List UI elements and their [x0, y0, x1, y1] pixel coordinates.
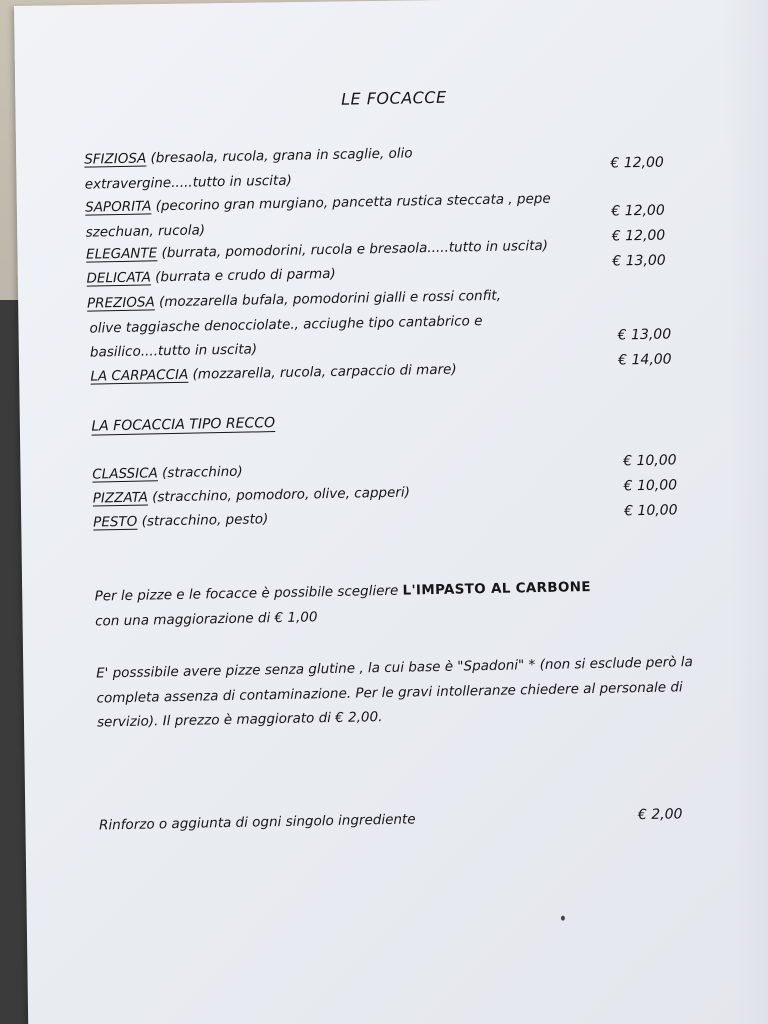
menu-sheet	[14, 0, 768, 1024]
note-text: Per le pizze e le focacce è possibile scegliere	[94, 582, 403, 605]
item-price: € 10,00	[623, 477, 678, 495]
item-name: PESTO	[93, 513, 138, 531]
menu-item-la-carpaccia	[90, 361, 457, 385]
carbone-note-line2: con una maggiorazione di € 1,00	[94, 609, 318, 630]
menu-item-pizzata	[93, 486, 410, 506]
item-name: DELICATA	[86, 269, 152, 287]
item-desc-continued: olive taggiasche denocciolate., acciughe tipo cantabrico e	[89, 313, 483, 337]
item-desc-continued: extravergine.....tutto in uscita)	[84, 172, 292, 193]
item-name: SFIZIOSA	[84, 150, 147, 168]
extra-ingredient-price: € 2,00	[637, 806, 683, 824]
item-desc: (bresaola, rucola, grana in scaglie, olio	[146, 145, 413, 167]
menu-item-elegante	[85, 237, 549, 263]
menu-item-saporita	[85, 190, 551, 216]
menu-content	[11, 0, 768, 1024]
item-desc: (stracchino, pesto)	[137, 511, 269, 530]
carbone-note-line1	[94, 579, 590, 605]
paper-speck	[561, 916, 565, 921]
item-desc: (pecorino gran murgiano, pancetta rustica steccata , pepe	[151, 190, 551, 215]
extra-ingredient-label: Rinforzo o aggiunta di ogni singolo ingrediente	[98, 811, 416, 834]
section-heading-recco: LA FOCACCIA TIPO RECCO	[91, 415, 276, 435]
menu-item-classica	[92, 463, 243, 483]
item-desc: (burrata, pomodorini, rucola e bresaola.....tutto in uscita)	[157, 237, 549, 262]
item-price: € 13,00	[612, 252, 666, 270]
menu-title: LE FOCACCE	[340, 87, 447, 109]
item-desc: (stracchino, pomodoro, olive, capperi)	[147, 484, 411, 506]
item-desc: (mozzarella bufala, pomodorini gialli e rossi confit,	[154, 287, 502, 311]
item-desc: (mozzarella, rucola, carpaccio di mare)	[188, 361, 457, 383]
item-name: PIZZATA	[92, 489, 149, 507]
item-price: € 14,00	[618, 351, 672, 369]
item-price: € 10,00	[623, 502, 678, 520]
gluten-note-line1: E' posssibile avere pizze senza glutine , la cui base è "Spadoni" * (non si esclude però la	[95, 654, 694, 682]
item-price: € 12,00	[610, 154, 665, 172]
menu-item-pesto	[93, 513, 268, 530]
item-desc-continued: szechuan, rucola)	[85, 222, 206, 241]
item-desc: (burrata e crudo di parma)	[150, 265, 336, 286]
item-price: € 12,00	[611, 227, 666, 245]
item-desc-continued: basilico....tutto in uscita)	[89, 341, 258, 361]
item-price: € 13,00	[617, 326, 672, 344]
item-price: € 10,00	[622, 452, 677, 470]
item-name: SAPORITA	[85, 198, 152, 216]
item-name: ELEGANTE	[85, 245, 158, 263]
menu-item-delicata	[86, 265, 336, 287]
item-desc: (stracchino)	[157, 463, 243, 482]
note-highlight: L'IMPASTO AL CARBONE	[402, 579, 591, 599]
item-name: LA CARPACCIA	[90, 366, 189, 385]
menu-item-preziosa	[86, 287, 502, 312]
gluten-note-line2: completa assenza di contaminazione. Per le gravi intolleranze chiedere al personale di	[96, 679, 683, 707]
item-name: PREZIOSA	[86, 294, 155, 312]
menu-item-sfiziosa	[84, 147, 413, 167]
item-name: CLASSICA	[92, 465, 158, 483]
item-price: € 12,00	[611, 202, 665, 220]
gluten-note-line3: servizio). Il prezzo è maggiorato di € 2,00.	[96, 709, 383, 731]
